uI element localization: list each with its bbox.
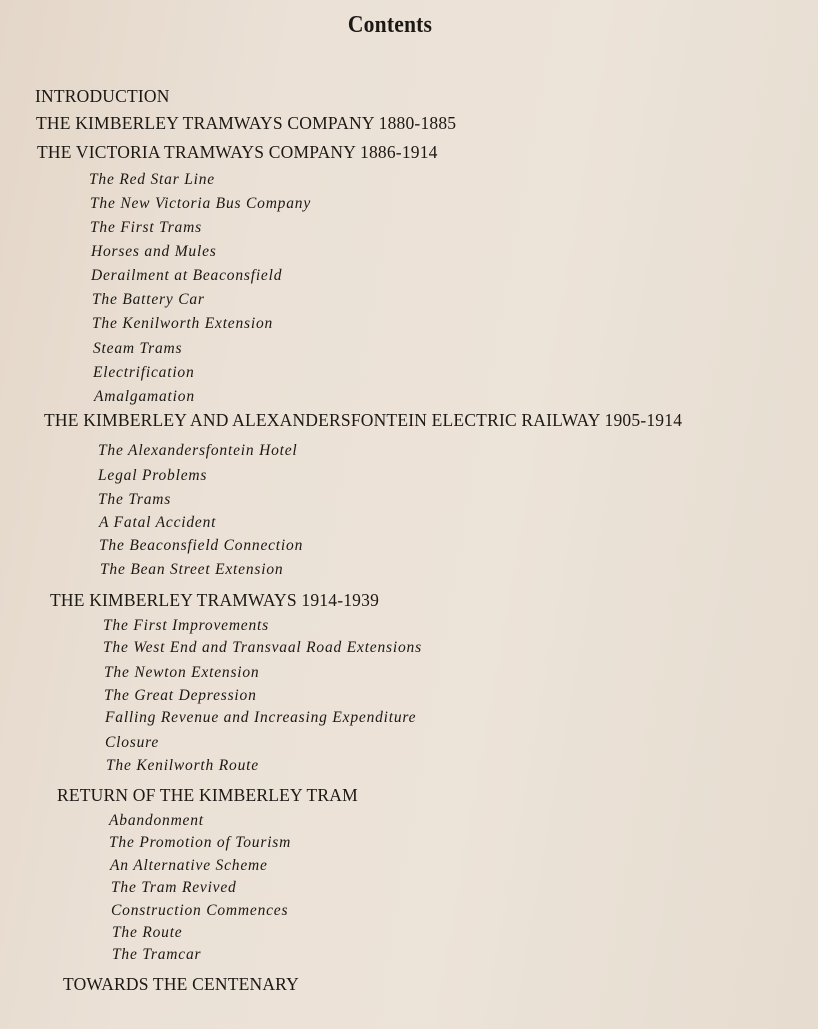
section-item: The Tramcar xyxy=(112,946,202,963)
chapter-kimberley-tramways-company: THE KIMBERLEY TRAMWAYS COMPANY 1880-1885 xyxy=(36,113,457,133)
section-item: The Tram Revived xyxy=(111,879,237,896)
section-item: An Alternative Scheme xyxy=(110,857,268,874)
section-item: The Bean Street Extension xyxy=(100,561,284,578)
chapter-alexandersfontein-railway: THE KIMBERLEY AND ALEXANDERSFONTEIN ELECTRIC RAILWAY 1905-1914 xyxy=(44,410,683,430)
section-item: The Battery Car xyxy=(92,291,205,308)
section-item: The Route xyxy=(112,924,183,941)
section-item: Derailment at Beaconsfield xyxy=(91,267,283,284)
section-item: The Kenilworth Route xyxy=(106,757,259,774)
section-item: Construction Commences xyxy=(111,902,289,919)
section-item: The Red Star Line xyxy=(89,171,215,188)
page-title: Contents xyxy=(347,12,433,38)
section-item: Closure xyxy=(105,734,160,751)
section-item: The First Improvements xyxy=(103,617,269,634)
chapter-introduction: INTRODUCTION xyxy=(35,86,170,106)
section-item: The New Victoria Bus Company xyxy=(90,195,312,212)
section-item: Abandonment xyxy=(109,812,204,829)
section-item: Electrification xyxy=(93,364,195,381)
section-item: Steam Trams xyxy=(93,340,183,357)
chapter-kimberley-tramways-1914: THE KIMBERLEY TRAMWAYS 1914-1939 xyxy=(50,590,380,610)
section-item: The Promotion of Tourism xyxy=(109,834,292,851)
section-item: The First Trams xyxy=(90,219,202,236)
section-item: The West End and Transvaal Road Extensions xyxy=(103,639,422,656)
section-item: The Kenilworth Extension xyxy=(92,315,274,332)
section-item: Amalgamation xyxy=(94,388,195,405)
section-item: Falling Revenue and Increasing Expenditure xyxy=(105,709,417,726)
section-item: The Great Depression xyxy=(104,687,257,704)
chapter-victoria-tramways-company: THE VICTORIA TRAMWAYS COMPANY 1886-1914 xyxy=(37,142,438,162)
chapter-return-of-tram: RETURN OF THE KIMBERLEY TRAM xyxy=(57,785,358,805)
section-item: The Newton Extension xyxy=(104,664,260,681)
section-item: The Trams xyxy=(98,491,172,508)
chapter-towards-centenary: TOWARDS THE CENTENARY xyxy=(63,974,299,994)
section-item: Legal Problems xyxy=(98,467,208,484)
section-item: Horses and Mules xyxy=(91,243,217,260)
section-item: The Beaconsfield Connection xyxy=(99,537,304,554)
section-item: The Alexandersfontein Hotel xyxy=(98,442,298,459)
section-item: A Fatal Accident xyxy=(99,514,217,531)
